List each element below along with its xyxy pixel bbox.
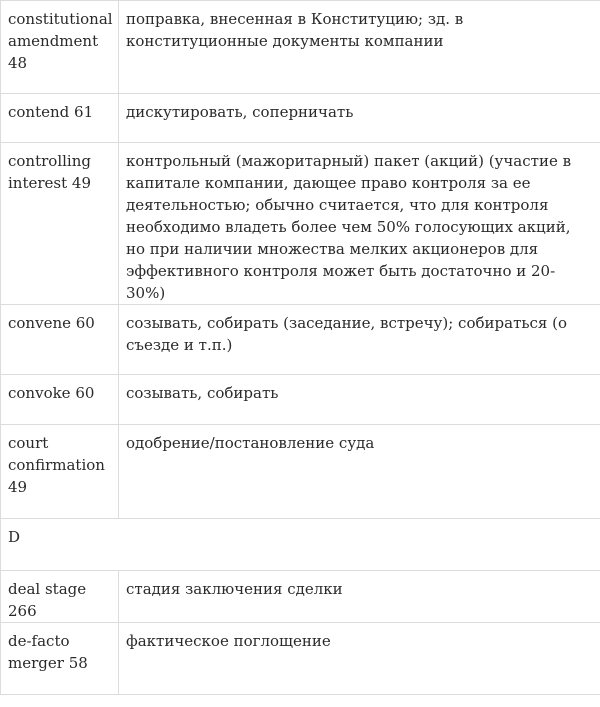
term-cell: contend 61 bbox=[1, 94, 119, 143]
definition-cell: стадия заключения сделки bbox=[119, 571, 600, 623]
definition-cell: фактическое поглощение bbox=[119, 623, 600, 695]
table-row bbox=[1, 1, 600, 94]
definition-cell: контрольный (мажоритарный) пакет (акций) (участие в капитале компании, дающее право контроля за ее деятельностью; обычно считается, что для контроля необходимо владеть более чем 50% голосующих акций, но при наличии множества мелких акционеров для эффективного контроля может быть достаточно и 20-30%) bbox=[119, 143, 600, 305]
definition-cell: одобрение/постановление суда bbox=[119, 425, 600, 519]
table-row bbox=[1, 623, 600, 695]
definition-cell: созывать, собирать bbox=[119, 375, 600, 425]
term-cell: deal stage 266 bbox=[1, 571, 119, 623]
term-cell: constitutional amendment 48 bbox=[1, 1, 119, 94]
definition-cell: поправка, внесенная в Конституцию; зд. в конституционные документы компании bbox=[119, 1, 600, 94]
table-row bbox=[1, 571, 600, 623]
term-cell: de-facto merger 58 bbox=[1, 623, 119, 695]
term-cell: controlling interest 49 bbox=[1, 143, 119, 305]
section-header-row bbox=[1, 519, 600, 571]
term-cell: court confirmation 49 bbox=[1, 425, 119, 519]
definition-cell: созывать, собирать (заседание, встречу); собираться (о съезде и т.п.) bbox=[119, 305, 600, 375]
table-row bbox=[1, 375, 600, 425]
term-cell: convoke 60 bbox=[1, 375, 119, 425]
table-row bbox=[1, 425, 600, 519]
table-row bbox=[1, 305, 600, 375]
term-cell: convene 60 bbox=[1, 305, 119, 375]
section-letter: D bbox=[1, 519, 600, 571]
table-row bbox=[1, 94, 600, 143]
table-row bbox=[1, 143, 600, 305]
definition-cell: дискутировать, соперничать bbox=[119, 94, 600, 143]
